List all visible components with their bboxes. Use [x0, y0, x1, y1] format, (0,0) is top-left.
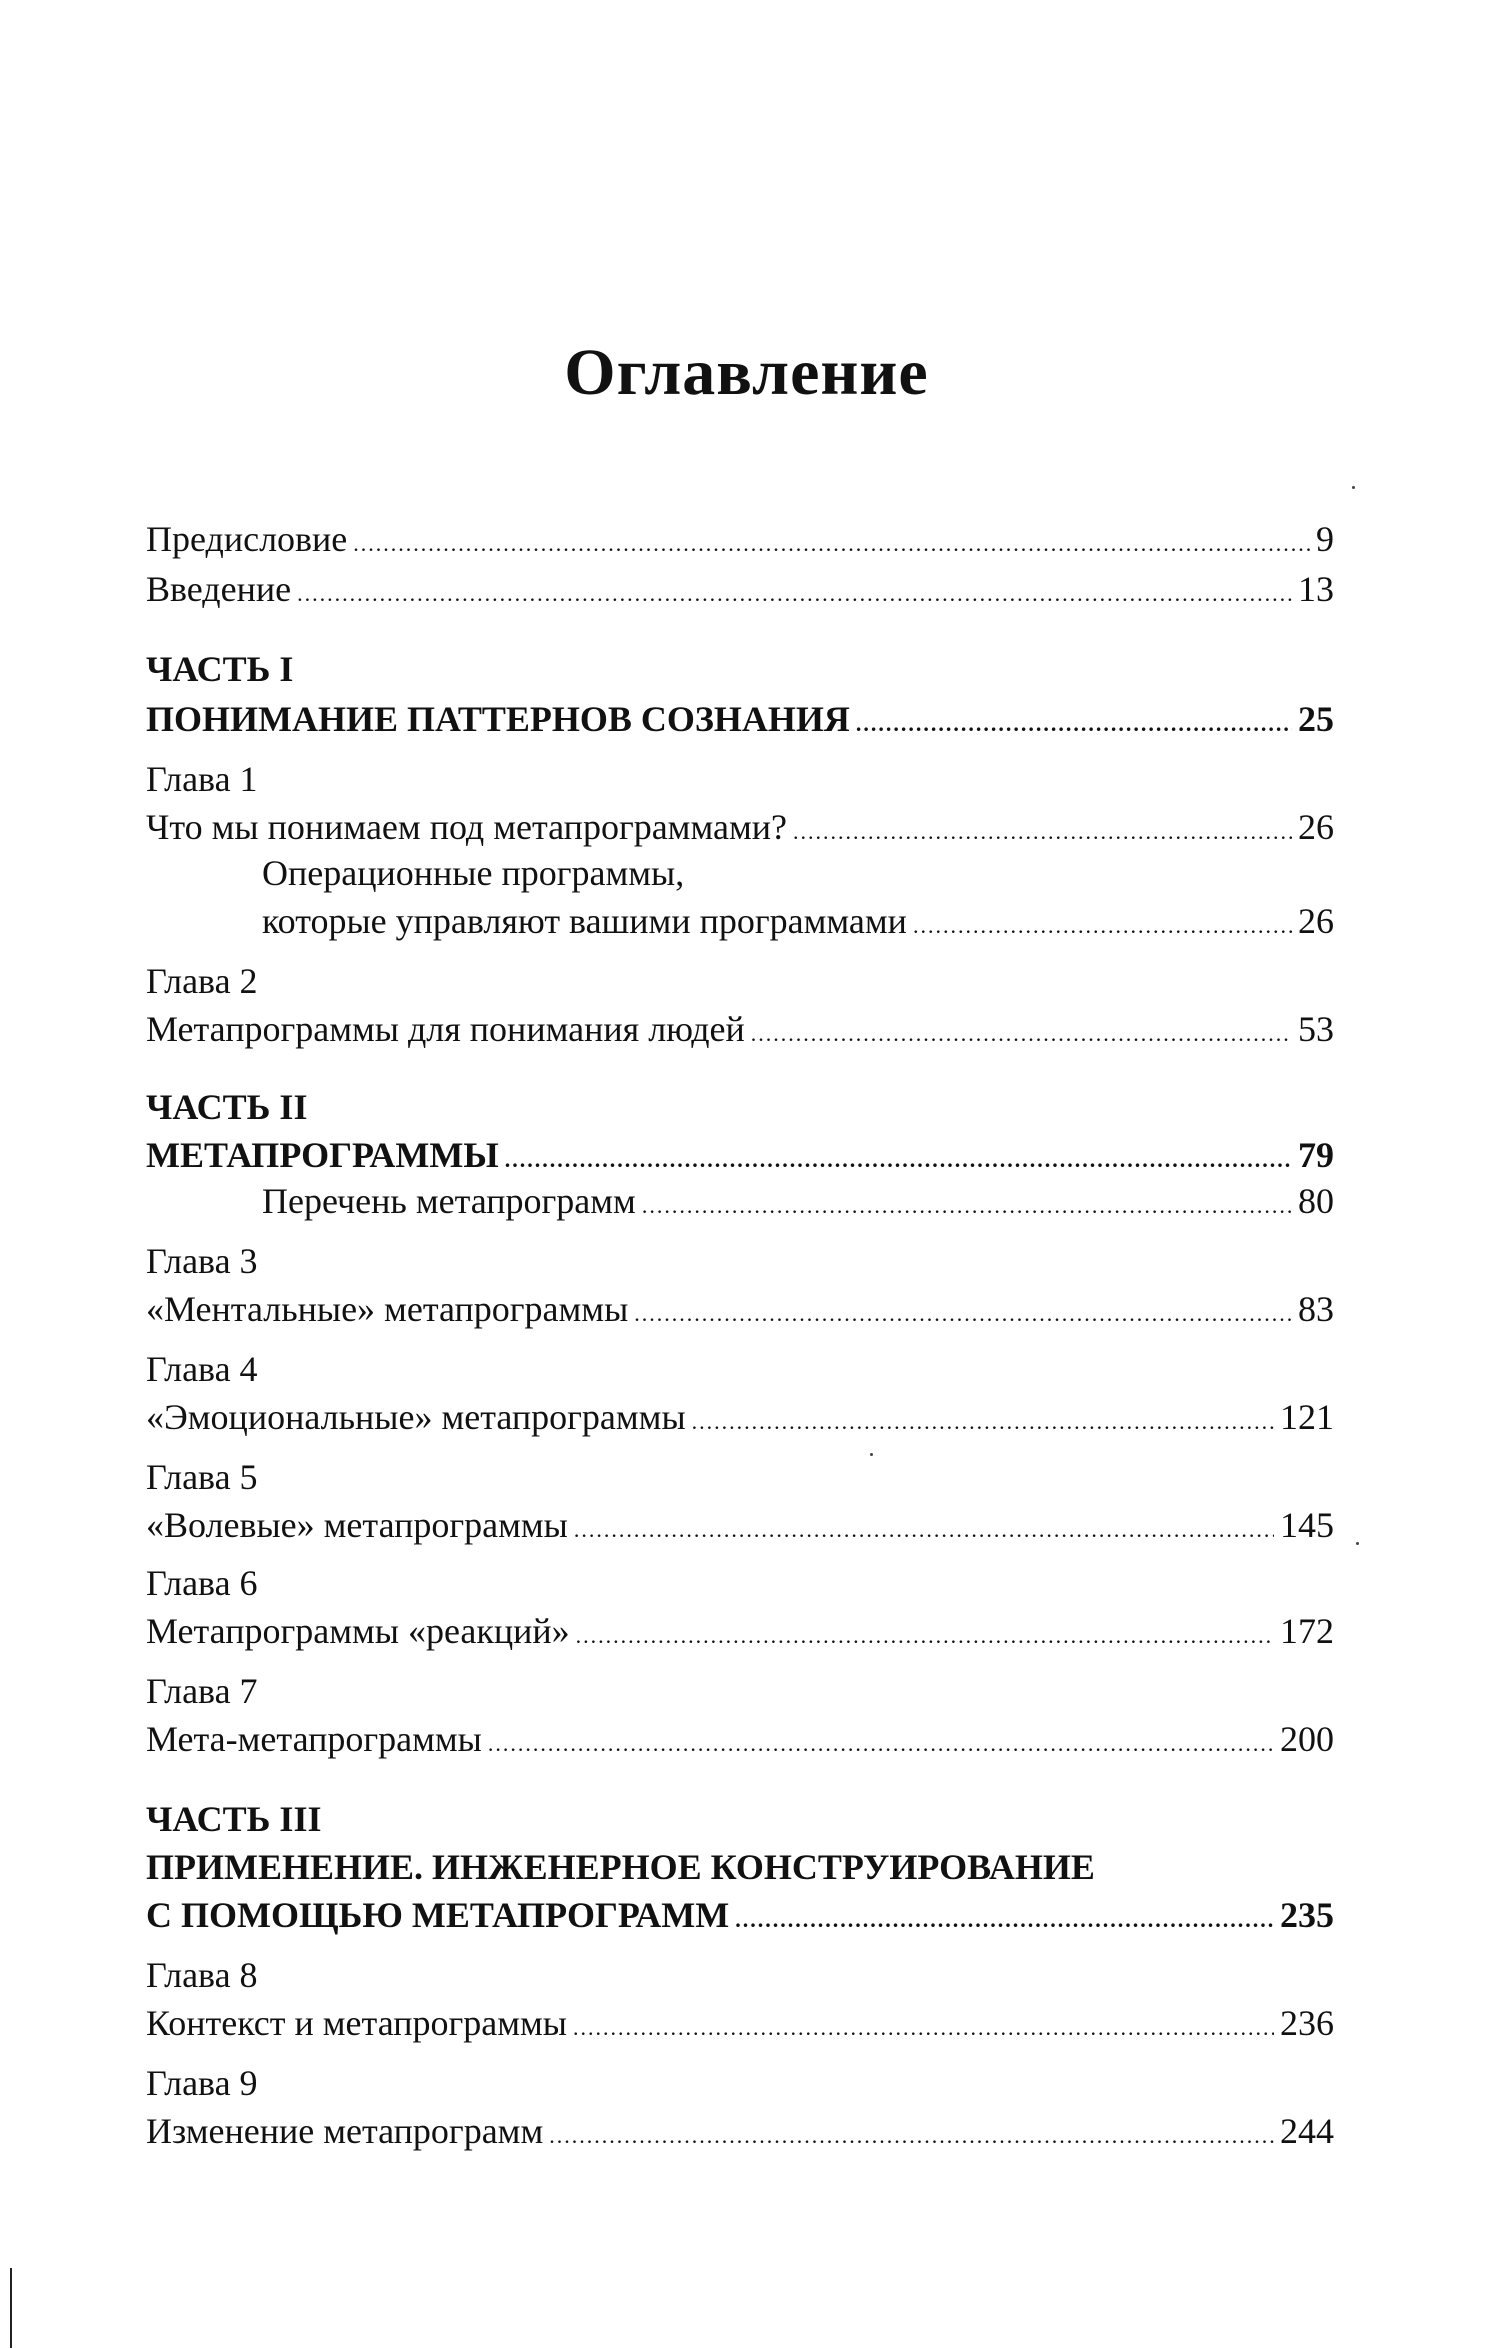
dot-leader [856, 699, 1292, 749]
toc-entry-part2[interactable] [146, 1130, 1334, 1180]
dot-leader [634, 1289, 1292, 1339]
scan-edge-mark [10, 2268, 12, 2348]
part-title: С ПОМОЩЬЮ МЕТАПРОГРАММ [146, 1895, 730, 1935]
part-title: ПОНИМАНИЕ ПАТТЕРНОВ СОЗНАНИЯ [146, 699, 850, 739]
part-heading: ЧАСТЬ III [146, 1799, 322, 1839]
toc-entry-ch4[interactable] [146, 1392, 1334, 1442]
dot-leader [913, 901, 1292, 951]
chapter-label: Глава 9 [146, 2063, 258, 2103]
dot-leader [751, 1009, 1292, 1059]
toc-entry-ch8[interactable] [146, 1998, 1334, 2048]
page-number: 26 [1298, 901, 1334, 941]
toc-entry-ch2[interactable] [146, 1004, 1334, 1054]
page-number: 80 [1298, 1181, 1334, 1221]
toc-entry-ch5[interactable] [146, 1500, 1334, 1550]
entry-title: Предисловие [146, 519, 348, 559]
page-number: 26 [1298, 807, 1334, 847]
part-title: МЕТАПРОГРАММЫ [146, 1135, 499, 1175]
entry-title: Изменение метапрограмм [146, 2111, 544, 2151]
page-number: 13 [1298, 569, 1334, 609]
dot-leader [297, 569, 1292, 619]
dot-leader [692, 1397, 1274, 1447]
entry-title: которые управляют вашими программами [262, 901, 907, 941]
scan-speck [1352, 486, 1355, 489]
entry-title: «Ментальные» метапрограммы [146, 1289, 629, 1329]
chapter-label: Глава 8 [146, 1955, 258, 1995]
toc-entry-part2-sub[interactable] [262, 1176, 1334, 1226]
page-number: 235 [1280, 1895, 1334, 1935]
toc-entry-part3[interactable] [146, 1890, 1334, 1940]
entry-title: Введение [146, 569, 292, 609]
subsection-title-line: Операционные программы, [262, 853, 685, 893]
chapter-label: Глава 1 [146, 759, 258, 799]
toc-entry-ch7[interactable] [146, 1714, 1334, 1764]
scan-speck [1356, 1542, 1359, 1545]
dot-leader [642, 1181, 1292, 1231]
dot-leader [488, 1719, 1274, 1769]
part-title: ПРИМЕНЕНИЕ. ИНЖЕНЕРНОЕ КОНСТРУИРОВАНИЕ [146, 1847, 1095, 1887]
page-number: 172 [1280, 1611, 1334, 1651]
page-number: 53 [1298, 1009, 1334, 1049]
page-title: Оглавление [564, 336, 929, 409]
chapter-label: Глава 7 [146, 1671, 258, 1711]
toc-entry-ch1[interactable] [146, 802, 1334, 852]
page-number: 25 [1298, 699, 1334, 739]
page-number: 9 [1316, 519, 1334, 559]
page-number: 200 [1280, 1719, 1334, 1759]
entry-title: Мета-метапрограммы [146, 1719, 482, 1759]
part-heading: ЧАСТЬ I [146, 649, 294, 689]
toc-entry-intro[interactable] [146, 564, 1334, 614]
dot-leader [735, 1895, 1274, 1945]
dot-leader [549, 2111, 1274, 2161]
dot-leader [576, 1611, 1274, 1661]
page-number: 236 [1280, 2003, 1334, 2043]
toc-entry-ch6[interactable] [146, 1606, 1334, 1656]
entry-title: Перечень метапрограмм [262, 1181, 636, 1221]
dot-leader [573, 2003, 1274, 2053]
toc-entry-ch9[interactable] [146, 2106, 1334, 2156]
page-number: 83 [1298, 1289, 1334, 1329]
scan-speck [870, 1453, 873, 1456]
entry-title: Контекст и метапрограммы [146, 2003, 567, 2043]
entry-title: «Эмоциональные» метапрограммы [146, 1397, 686, 1437]
toc-entry-preface[interactable] [146, 514, 1334, 564]
chapter-label: Глава 2 [146, 961, 258, 1001]
page-number: 79 [1298, 1135, 1334, 1175]
page-number: 244 [1280, 2111, 1334, 2151]
chapter-label: Глава 3 [146, 1241, 258, 1281]
chapter-label: Глава 5 [146, 1457, 258, 1497]
entry-title: «Волевые» метапрограммы [146, 1505, 568, 1545]
entry-title: Что мы понимаем под метапрограммами? [146, 807, 788, 847]
page-number: 145 [1280, 1505, 1334, 1545]
entry-title: Метапрограммы «реакций» [146, 1611, 570, 1651]
chapter-label: Глава 4 [146, 1349, 258, 1389]
toc-entry-ch3[interactable] [146, 1284, 1334, 1334]
toc-entry-ch1-sub[interactable] [262, 896, 1334, 946]
chapter-label: Глава 6 [146, 1563, 258, 1603]
entry-title: Метапрограммы для понимания людей [146, 1009, 745, 1049]
toc-entry-part1[interactable] [146, 694, 1334, 744]
page-number: 121 [1280, 1397, 1334, 1437]
part-heading: ЧАСТЬ II [146, 1087, 308, 1127]
dot-leader [353, 519, 1310, 569]
dot-leader [574, 1505, 1274, 1555]
